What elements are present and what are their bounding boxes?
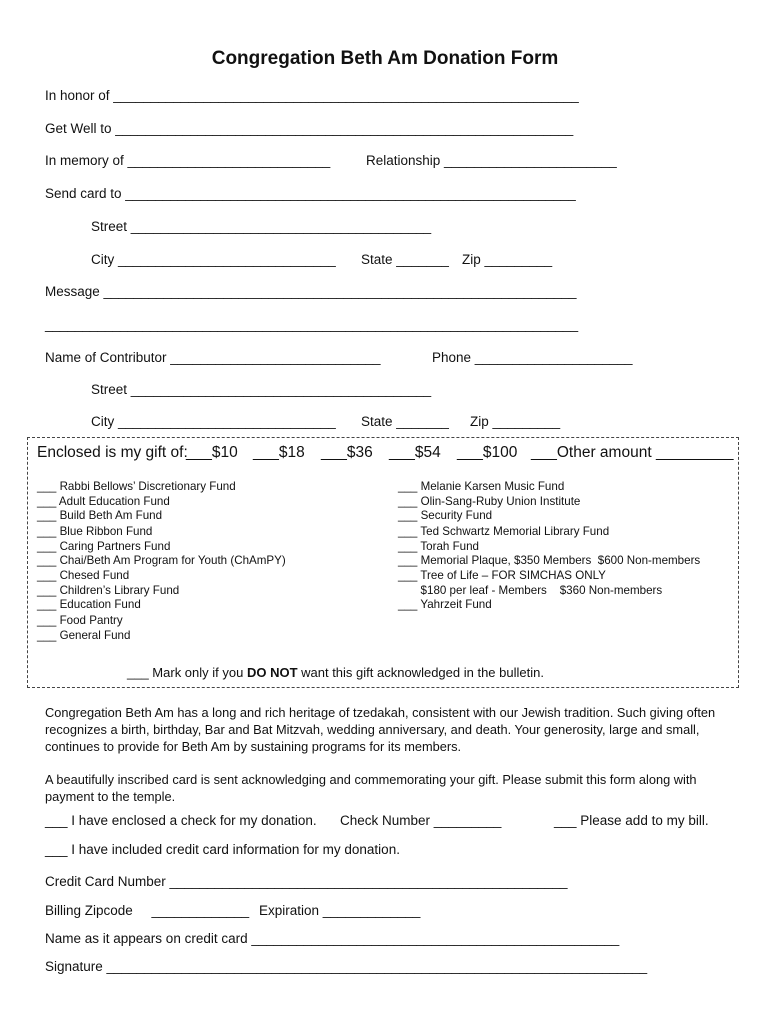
contributor-zip-field[interactable]: Zip _________ [470,414,561,429]
fund-item[interactable]: ___ Chesed Fund [37,569,130,582]
billing-zip-field[interactable]: Billing Zipcode _____________ [45,903,250,918]
signature-field[interactable]: Signature ________________________________________________________________________ [45,959,648,974]
fund-item-note: $180 per leaf - Members $360 Non-members [398,584,663,597]
check-number-field[interactable]: Check Number _________ [340,813,502,828]
form-title: Congregation Beth Am Donation Form [211,48,559,69]
gift-option-10[interactable]: ___$10 [186,444,238,461]
fund-item[interactable]: ___ Ted Schwartz Memorial Library Fund [398,525,610,538]
message-line-2[interactable]: _______________________________________________________________________ [45,317,579,332]
fund-item[interactable]: ___ Olin-Sang-Ruby Union Institute [398,495,581,508]
gift-label: Enclosed is my gift of: [37,444,188,461]
fund-item[interactable]: ___ General Fund [37,629,131,642]
fund-item[interactable]: ___ Adult Education Fund [37,495,170,508]
fund-item[interactable]: ___ Education Fund [37,598,141,611]
name-on-card-field[interactable]: Name as it appears on credit card _________________________________________________ [45,931,620,946]
card-number-field[interactable]: Credit Card Number _____________________________________________________ [45,874,568,889]
card-paragraph: A beautifully inscribed card is sent acknowledging and commemorating your gift. Please submit this form along with payment to the temple. [45,772,697,804]
phone-field[interactable]: Phone _____________________ [432,350,633,365]
gift-option-18[interactable]: ___$18 [253,444,305,461]
acknowledge-option[interactable] [127,665,544,680]
fund-item[interactable]: ___ Caring Partners Fund [37,540,171,553]
zip-field[interactable]: Zip _________ [462,252,553,267]
relationship-field[interactable]: Relationship _______________________ [366,153,617,168]
fund-item[interactable]: ___ Memorial Plaque, $350 Members $600 Non-members [398,554,701,567]
add-to-bill-option[interactable]: ___ Please add to my bill. [554,813,709,828]
fund-item[interactable]: ___ Torah Fund [398,540,480,553]
fund-item[interactable]: ___ Build Beth Am Fund [37,509,163,522]
fund-item[interactable]: ___ Melanie Karsen Music Fund [398,480,565,493]
state-field[interactable]: State _______ [361,252,449,267]
fund-item[interactable]: ___ Rabbi Bellows’ Discretionary Fund [37,480,236,493]
gift-option-36[interactable]: ___$36 [321,444,373,461]
message-field[interactable]: Message _______________________________________________________________ [45,284,577,299]
in-honor-field[interactable]: In honor of ______________________________________________________________ [45,88,579,103]
gift-option-54[interactable]: ___$54 [389,444,441,461]
fund-item[interactable]: ___ Tree of Life – FOR SIMCHAS ONLY [398,569,606,582]
send-card-field[interactable]: Send card to ____________________________________________________________ [45,186,576,201]
contributor-name-field[interactable]: Name of Contributor ____________________________ [45,350,381,365]
fund-item[interactable]: ___ Food Pantry [37,614,123,627]
contributor-city-field[interactable]: City _____________________________ [91,414,336,429]
contributor-state-field[interactable]: State _______ [361,414,449,429]
city-field[interactable]: City _____________________________ [91,252,336,267]
street-field[interactable]: Street ________________________________________ [91,219,432,234]
acknowledge-post: want this gift acknowledged in the bulletin. [297,665,544,680]
credit-card-option[interactable]: ___ I have included credit card information for my donation. [45,842,400,857]
contributor-street-field[interactable]: Street ________________________________________ [91,382,432,397]
gift-option-other[interactable]: ___Other amount _________ [531,444,734,461]
fund-item[interactable]: ___ Chai/Beth Am Program for Youth (ChAmPY) [37,554,286,567]
acknowledge-pre: ___ Mark only if you [127,665,247,680]
expiration-field[interactable]: Expiration _____________ [259,903,421,918]
get-well-field[interactable]: Get Well to _____________________________________________________________ [45,121,574,136]
fund-item[interactable]: ___ Children’s Library Fund [37,584,180,597]
fund-item[interactable]: ___ Security Fund [398,509,493,522]
fund-item[interactable]: ___ Yahrzeit Fund [398,598,492,611]
fund-item[interactable]: ___ Blue Ribbon Fund [37,525,153,538]
check-option[interactable]: ___ I have enclosed a check for my donation. [45,813,317,828]
heritage-paragraph: Congregation Beth Am has a long and rich heritage of tzedakah, consistent with our Jewish tradition. Such giving often recognizes a birth, birthday, Bar and Bat Mitzvah, wedding anniversary, and death. Your generosity, large and small, continues to provide for Beth Am by sustaining programs for its members. [45,705,716,754]
acknowledge-bold: DO NOT [246,665,298,680]
in-memory-field[interactable]: In memory of ___________________________ [45,153,331,168]
gift-option-100[interactable]: ___$100 [457,444,518,461]
